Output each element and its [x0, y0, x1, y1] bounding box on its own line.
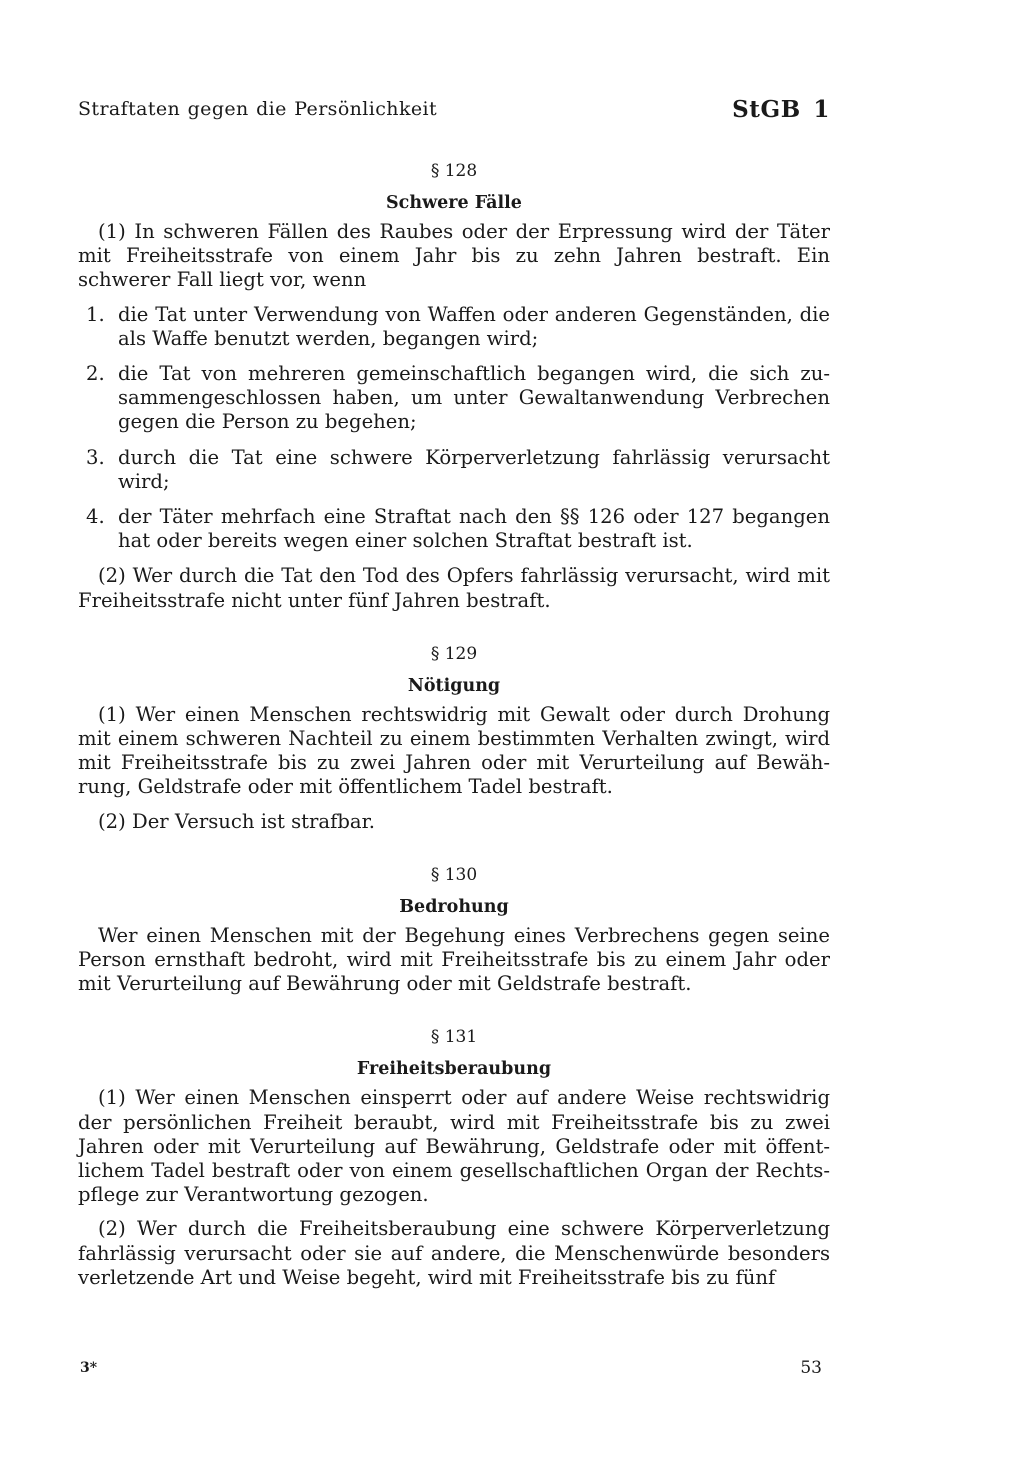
paragraph: (2) Der Versuch ist strafbar.: [98, 809, 376, 833]
section-number: § 131: [430, 1027, 478, 1048]
list-item-text: die Tat von mehreren gemeinschaftlich begangen wird, die sich zusammengeschlossen haben, um unter Gewaltanwendung Verbrechen gegen die Person zu begehen;: [118, 362, 830, 434]
running-head-title: Straftaten gegen die Persönlichkeit: [78, 98, 438, 120]
section-number: § 128: [430, 161, 478, 181]
signature-mark: 3*: [80, 1360, 98, 1376]
paragraph: (1) Wer einen Menschen einsperrt oder auf andere Weise rechtswidrig der persönlichen Freiheit beraubt, wird mit Freiheitsstrafe bis zu zwei Jahren oder mit Verurteilung auf Bewährung, Geldstrafe oder mit öffentlichem Tadel bestraft oder von einem gesellschaftlichen Organ der Rechtspflege zur Verantwortung gezogen.: [78, 1086, 830, 1207]
list-item-number: 1.: [86, 302, 105, 326]
list-item-number: 4.: [86, 505, 105, 529]
paragraph: (2) Wer durch die Freiheitsberaubung eine schwere Körperverletzung fahrlässig verursacht oder sie auf andere, die Menschenwürde besonders verletzende Art und Weise begeht, wird mit Freiheitsstrafe bis zu fünf: [78, 1217, 830, 1289]
section-spacer: [78, 1006, 830, 1026]
paragraph: Wer einen Menschen mit der Begehung eines Verbrechens gegen seine Person ernsthaft bedroht, wird mit Freiheitsstrafe bis zu einem Jahr oder mit Verurteilung auf Bewährung oder mit Geldstrafe bestraft.: [78, 923, 830, 996]
page-content: [78, 160, 830, 1300]
section-title: Schwere Fälle: [386, 193, 522, 213]
list-item-number: 3.: [86, 445, 105, 469]
section-title: Nötigung: [407, 675, 501, 696]
section-number: § 130: [430, 864, 478, 885]
running-head: [78, 96, 830, 128]
list-item-text: durch die Tat eine schwere Körperverletzung fahrlässig verursacht wird;: [118, 445, 830, 493]
list-item: [78, 446, 830, 494]
section-131: [78, 1026, 830, 1290]
section-128: [78, 160, 830, 613]
list-item-number: 2.: [86, 362, 105, 386]
section-129: [78, 643, 830, 834]
running-head-code: StGB 1: [732, 96, 830, 123]
list-item-text: die Tat unter Verwendung von Waffen oder anderen Gegenständen, die als Waffe benutzt werden, begangen wird;: [118, 302, 830, 350]
paragraph: (2) Wer durch die Tat den Tod des Opfers fahrlässig verursacht, wird mit Freiheitsstrafe nicht unter fünf Jahren bestraft.: [78, 564, 830, 612]
section-130: [78, 864, 830, 997]
section-spacer: [78, 844, 830, 864]
section-number: § 129: [430, 643, 478, 664]
list-item: [78, 505, 830, 553]
section-title: Freiheitsberaubung: [356, 1059, 552, 1080]
paragraph: (1) In schweren Fällen des Raubes oder der Erpressung wird der Täter mit Freiheitsstrafe von einem Jahr bis zu zehn Jahren bestraft. Ein schwerer Fall liegt vor, wenn: [78, 220, 830, 292]
paragraph: (1) Wer einen Menschen rechtswidrig mit Gewalt oder durch Drohung mit einem schweren Nachteil zu einem bestimmten Verhalten zwingt, wird mit Freiheitsstrafe bis zu zwei Jahren oder mit Verurteilung auf Bewährung, Geldstrafe oder mit öffentlichem Tadel bestraft.: [78, 702, 830, 799]
list-item-text: der Täter mehrfach eine Straftat nach den §§ 126 oder 127 begangen hat oder bereits wegen einer solchen Straftat bestraft ist.: [118, 505, 830, 553]
section-spacer: [78, 623, 830, 643]
list-item: [78, 303, 830, 351]
enumeration-list: [78, 303, 830, 554]
section-title: Bedrohung: [399, 896, 509, 917]
page-number: 53: [800, 1358, 822, 1378]
list-item: [78, 362, 830, 435]
